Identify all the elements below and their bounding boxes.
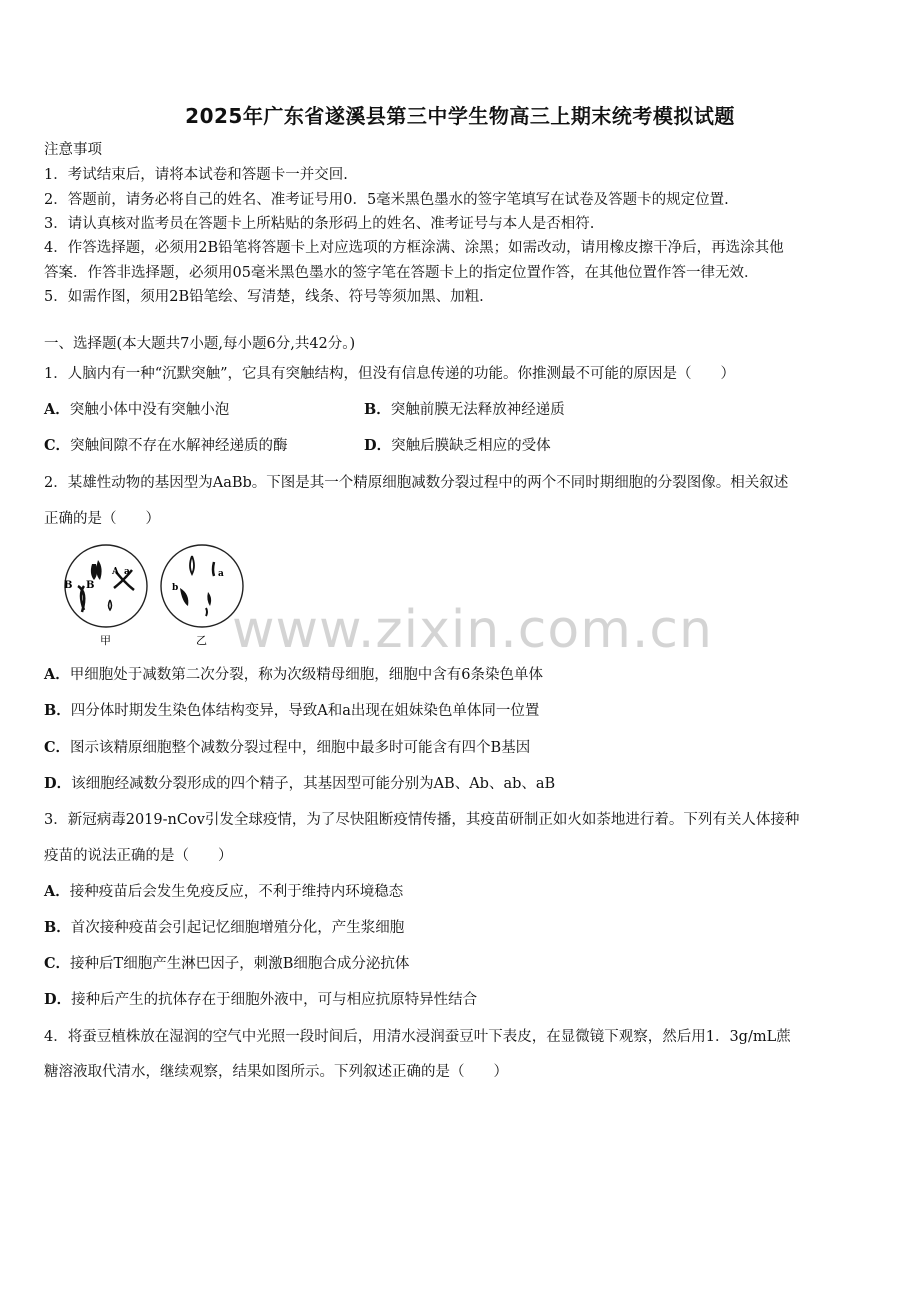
gene-label-a3: a bbox=[218, 569, 224, 579]
q3-stem-line-2: 疫苗的说法正确的是（ ） bbox=[44, 848, 233, 864]
notice-item-2: 2．答题前，请务必将自己的姓名、准考证号用0．5毫米黑色墨水的签字笔填写在试卷及答题卡的规定位置. bbox=[44, 192, 729, 208]
fig-label-jia: 甲 bbox=[100, 634, 111, 647]
q1-option-c: C．突触间隙不存在水解神经递质的酶 bbox=[44, 437, 288, 454]
q3-option-c: C．接种后T细胞产生淋巴因子，刺激B细胞合成分泌抗体 bbox=[44, 955, 410, 972]
q3-stem-line-1: 3．新冠病毒2019-nCov引发全球疫情，为了尽快阻断疫情传播，其疫苗研制正如火如荼地进行着。下列有关人体接种 bbox=[44, 812, 800, 828]
notice-item-4-cont: 答案．作答非选择题，必须用05毫米黑色墨水的签字笔在答题卡上的指定位置作答，在其他位置作答一律无效． bbox=[44, 265, 759, 281]
fig-label-yi: 乙 bbox=[196, 634, 207, 647]
q3-option-d: D．接种后产生的抗体存在于细胞外液中，可与相应抗原特异性结合 bbox=[44, 991, 478, 1008]
q1-stem: 1．人脑内有一种“沉默突触”，它具有突触结构，但没有信息传递的功能。你推测最不可能的原因是（ ） bbox=[44, 366, 736, 382]
q2-option-c: C．图示该精原细胞整个减数分裂过程中，细胞中最多时可能含有四个B基因 bbox=[44, 739, 531, 756]
q1-option-d: D．突触后膜缺乏相应的受体 bbox=[364, 437, 551, 454]
q1-option-b: B．突触前膜无法释放神经递质 bbox=[364, 401, 565, 418]
q2-option-a: A．甲细胞处于减数第二次分裂，称为次级精母细胞，细胞中含有6条染色单体 bbox=[44, 666, 543, 683]
notice-item-5: 5．如需作图，须用2B铅笔绘、写清楚，线条、符号等须加黑、加粗. bbox=[44, 289, 484, 305]
q3-option-b: B．首次接种疫苗会引起记忆细胞增殖分化，产生浆细胞 bbox=[44, 919, 405, 936]
cell-yi bbox=[161, 545, 243, 647]
notice-item-4: 4．作答选择题，必须用2B铅笔将答题卡上对应选项的方框涂满、涂黑；如需改动，请用橡皮擦干净后，再选涂其他 bbox=[44, 240, 784, 256]
notice-item-1: 1．考试结束后，请将本试卷和答题卡一并交回. bbox=[44, 167, 348, 183]
section-heading: 一、选择题(本大题共7小题,每小题6分,共42分。) bbox=[44, 336, 356, 352]
gene-label-a1: A bbox=[112, 567, 119, 577]
q4-stem-line-1: 4．将蚕豆植株放在湿润的空气中光照一段时间后，用清水浸润蚕豆叶下表皮，在显微镜下观察，然后用1．3g/mL蔗 bbox=[44, 1029, 791, 1045]
page-title: 2025年广东省遂溪县第三中学生物高三上期末统考模拟试题 bbox=[185, 104, 735, 128]
q1-option-a: A．突触小体中没有突触小泡 bbox=[44, 401, 230, 418]
q2-stem-line-2: 正确的是（ ） bbox=[44, 511, 160, 527]
gene-label-b3: b bbox=[172, 583, 179, 593]
gene-label-b1: B bbox=[64, 580, 73, 591]
gene-label-a2: a bbox=[124, 567, 130, 577]
q2-option-d: D．该细胞经减数分裂形成的四个精子，其基因型可能分别为AB、Ab、ab、aB bbox=[44, 775, 556, 792]
q4-stem-line-2: 糖溶液取代清水，继续观察，结果如图所示。下列叙述正确的是（ ） bbox=[44, 1064, 508, 1080]
watermark: www.zixin.com.cn bbox=[232, 600, 713, 660]
q2-stem-line-1: 2．某雄性动物的基因型为AaBb。下图是其一个精原细胞减数分裂过程中的两个不同时期细胞的分裂图像。相关叙述 bbox=[44, 475, 789, 491]
notice-item-3: 3．请认真核对监考员在答题卡上所粘贴的条形码上的姓名、准考证号与本人是否相符. bbox=[44, 216, 595, 232]
q3-option-a: A．接种疫苗后会发生免疫反应，不利于维持内环境稳态 bbox=[44, 883, 404, 900]
cell-jia bbox=[64, 545, 147, 647]
q2-option-b: B．四分体时期发生染色体结构变异，导致A和a出现在姐妹染色单体同一位置 bbox=[44, 702, 540, 719]
cell-division-figure bbox=[60, 542, 250, 652]
notice-heading: 注意事项 bbox=[44, 142, 102, 158]
gene-label-b2: B bbox=[86, 580, 95, 591]
